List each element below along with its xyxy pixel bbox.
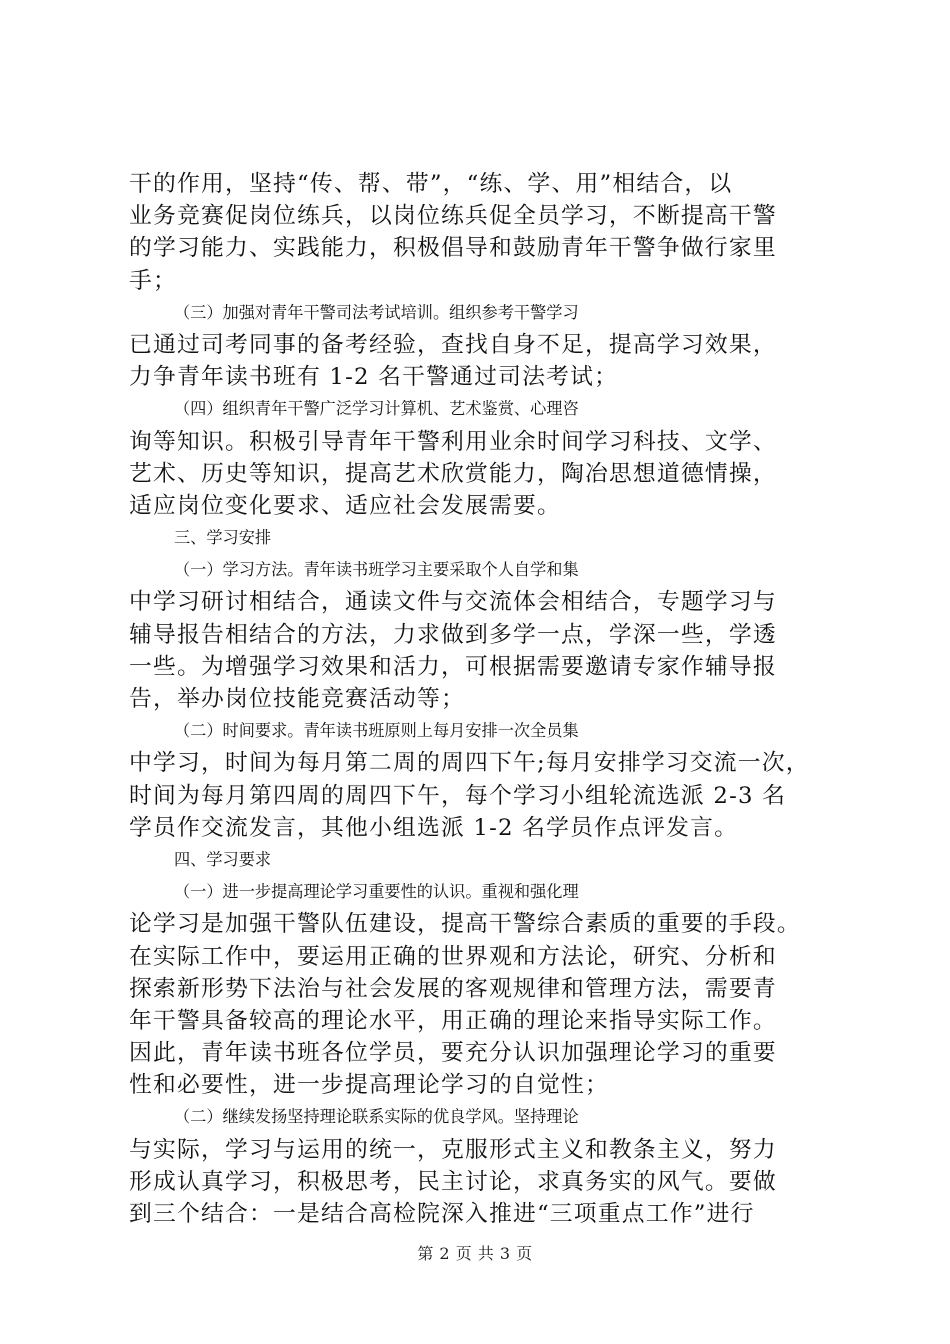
text-line: 论学习是加强干警队伍建设，提高干警综合素质的重要的手段。 [129, 911, 801, 938]
text-line: 适应岗位变化要求、适应社会发展需要。 [129, 492, 561, 519]
text-line: 业务竞赛促岗位练兵，以岗位练兵促全员学习，不断提高干警 [129, 203, 777, 230]
page-footer: 第 2 页 共 3 页 [417, 1244, 533, 1263]
text-line: 辅导报告相结合的方法，力求做到多学一点，学深一些，学透 [129, 621, 777, 648]
text-line: 询等知识。积极引导青年干警利用业余时间学习科技、文学、 [129, 428, 777, 455]
text-line: 一些。为增强学习效果和活力，可根据需要邀请专家作辅导报 [129, 653, 777, 680]
text-line: 学员作交流发言，其他小组选派 1-2 名学员作点评发言。 [129, 814, 739, 841]
text-line: 中学习，时间为每月第二周的周四下午;每月安排学习交流一次， [129, 750, 810, 777]
text-line: 中学习研讨相结合，通读文件与交流体会相结合，专题学习与 [129, 589, 777, 616]
text-line: 形成认真学习，积极思考，民主讨论，求真务实的风气。要做 [129, 1168, 777, 1195]
text-line: （二）继续发扬坚持理论联系实际的优良学风。坚持理论 [174, 1107, 579, 1127]
text-line: （三）加强对青年干警司法考试培训。组织参考干警学习 [174, 302, 579, 322]
text-line: 的学习能力、实践能力，积极倡导和鼓励青年干警争做行家里 [129, 235, 777, 262]
text-line: 与实际，学习与运用的统一，克服形式主义和教条主义，努力 [129, 1136, 777, 1163]
text-line: 时间为每月第四周的周四下午，每个学习小组轮流选派 2-3 名 [129, 782, 787, 809]
document-body [129, 168, 829, 1230]
text-line: 已通过司考同事的备考经验，查找自身不足，提高学习效果， [129, 331, 777, 358]
text-line: 到三个结合：一是结合高检院深入推进“三项重点工作”进行 [129, 1201, 755, 1227]
text-line: 探索新形势下法治与社会发展的客观规律和管理方法，需要青 [129, 975, 777, 1002]
text-line: 干的作用，坚持“传、帮、带”，“练、学、用”相结合，以 [129, 171, 733, 197]
text-line: 艺术、历史等知识，提高艺术欣赏能力，陶冶思想道德情操， [129, 460, 777, 487]
text-line: 四、学习要求 [174, 849, 272, 869]
text-line: 力争青年读书班有 1-2 名干警通过司法考试； [129, 364, 619, 391]
text-line: 告，举办岗位技能竞赛活动等； [129, 686, 465, 712]
text-line: （一）进一步提高理论学习重要性的认识。重视和强化理 [174, 882, 579, 902]
text-line: 三、学习安排 [174, 528, 272, 548]
text-line: 年干警具备较高的理论水平，用正确的理论来指导实际工作。 [129, 1007, 777, 1034]
text-line: 在实际工作中，要运用正确的世界观和方法论，研究、分析和 [129, 943, 777, 970]
text-line: （二）时间要求。青年读书班原则上每月安排一次全员集 [174, 721, 579, 741]
text-line: 因此，青年读书班各位学员，要充分认识加强理论学习的重要 [129, 1040, 777, 1067]
text-line: 性和必要性，进一步提高理论学习的自觉性； [129, 1072, 609, 1099]
text-line: （四）组织青年干警广泛学习计算机、艺术鉴赏、心理咨 [174, 399, 579, 419]
text-line: 手； [129, 267, 177, 294]
text-line: （一）学习方法。青年读书班学习主要采取个人自学和集 [174, 560, 579, 580]
